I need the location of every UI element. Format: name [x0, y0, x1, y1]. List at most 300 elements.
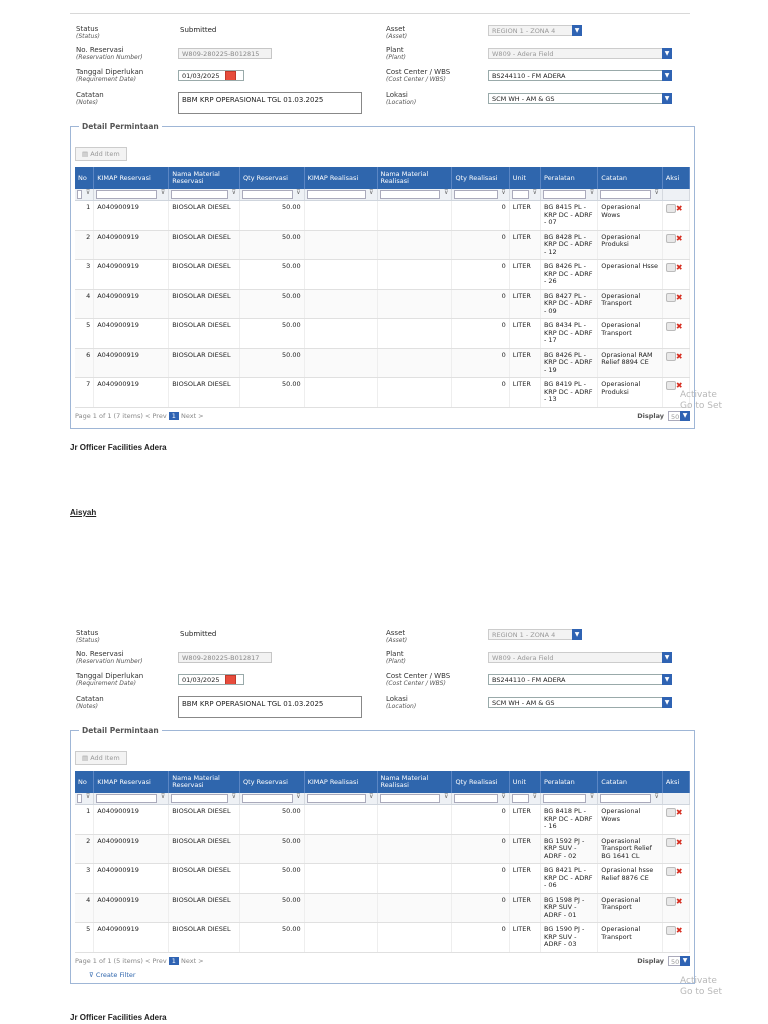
- filter-input[interactable]: [454, 190, 497, 199]
- cell-qty: 50.00: [240, 378, 305, 408]
- filter-cell: [75, 793, 94, 805]
- asset-select[interactable]: REGION 1 - ZONA 4 ▼: [488, 25, 582, 36]
- cell-catatan: Operasional Transport Relief BG 1641 CL: [598, 834, 663, 864]
- filter-cell: [240, 189, 305, 201]
- page-size-select[interactable]: 50 ▼: [668, 411, 690, 421]
- filter-cell: [304, 189, 377, 201]
- cell-catatan: Operasional Transport: [598, 319, 663, 349]
- delete-icon[interactable]: ✖: [675, 292, 683, 302]
- column-header[interactable]: Qty Realisasi: [452, 771, 509, 793]
- cell-catatan: Operasional Wows: [598, 201, 663, 231]
- table-row: [75, 893, 690, 923]
- requirement-date-label: Tanggal Diperlukan (Requirement Date): [76, 68, 144, 83]
- cell-qty: 50.00: [240, 923, 305, 953]
- cell-unit: LITER: [509, 230, 540, 260]
- filter-cell: [169, 793, 240, 805]
- table-row: [75, 230, 690, 260]
- cell-kimap: A040900919: [94, 289, 169, 319]
- cell-nama: BIOSOLAR DIESEL: [169, 834, 240, 864]
- cell-nama: BIOSOLAR DIESEL: [169, 378, 240, 408]
- cell-nama-r: [377, 834, 452, 864]
- cell-catatan: Operasional Produksi: [598, 230, 663, 260]
- table-row: [75, 864, 690, 894]
- cell-qty-r: 0: [452, 319, 509, 349]
- filter-input[interactable]: [242, 794, 293, 803]
- row-actions: [662, 834, 689, 864]
- edit-icon[interactable]: [666, 808, 676, 817]
- cell-kimap: A040900919: [94, 230, 169, 260]
- pager-summary: Page 1 of 1 (5 items): [75, 956, 143, 965]
- column-header[interactable]: KIMAP Reservasi: [94, 771, 169, 793]
- reservation-number-label: No. Reservasi (Reservation Number): [76, 46, 143, 61]
- cell-no: 2: [75, 834, 94, 864]
- delete-icon[interactable]: ✖: [675, 321, 683, 331]
- reservation-number-field[interactable]: W809-280225-B012815: [178, 48, 272, 59]
- table-row: [75, 201, 690, 231]
- cell-nama: BIOSOLAR DIESEL: [169, 348, 240, 378]
- column-header[interactable]: Peralatan: [541, 167, 598, 189]
- column-header[interactable]: Qty Reservasi: [240, 771, 305, 793]
- pager-summary: Page 1 of 1 (7 items): [75, 411, 143, 420]
- prev-page-link[interactable]: < Prev: [144, 956, 167, 965]
- display-control: Display 50 ▼: [637, 953, 690, 969]
- cell-peralatan: BG 8434 PL - KRP DC - ADRF - 17: [541, 319, 598, 349]
- reservation-screenshot-2: [70, 626, 695, 984]
- row-actions: [662, 864, 689, 894]
- delete-icon[interactable]: ✖: [675, 262, 683, 272]
- delete-icon[interactable]: ✖: [675, 380, 683, 390]
- edit-icon[interactable]: [666, 204, 676, 213]
- column-header[interactable]: Unit: [509, 167, 540, 189]
- cell-qty-r: 0: [452, 289, 509, 319]
- pager: [75, 953, 690, 969]
- display-control: Display 50 ▼: [637, 408, 690, 424]
- cell-nama: BIOSOLAR DIESEL: [169, 805, 240, 835]
- cell-catatan: Operasional Wows: [598, 805, 663, 835]
- cell-nama-r: [377, 864, 452, 894]
- current-page[interactable]: 1: [169, 957, 179, 965]
- cell-kimap: A040900919: [94, 834, 169, 864]
- cell-qty-r: 0: [452, 230, 509, 260]
- filter-cell: [94, 189, 169, 201]
- table-row: [75, 805, 690, 835]
- cell-kimap-r: [304, 864, 377, 894]
- filter-input[interactable]: [96, 794, 157, 803]
- prev-page-link[interactable]: < Prev: [144, 411, 167, 420]
- status-label: Status (Status): [76, 25, 100, 40]
- column-header[interactable]: Qty Realisasi: [452, 167, 509, 189]
- cell-kimap-r: [304, 805, 377, 835]
- cell-peralatan: BG 8415 PL - KRP DC - ADRF - 07: [541, 201, 598, 231]
- edit-icon[interactable]: [666, 838, 676, 847]
- cost-center-select[interactable]: BS244110 - FM ADERA ▼: [488, 674, 672, 685]
- column-header[interactable]: Nama Material Realisasi: [377, 167, 452, 189]
- cell-qty: 50.00: [240, 201, 305, 231]
- cell-kimap: A040900919: [94, 923, 169, 953]
- delete-icon[interactable]: ✖: [675, 837, 683, 847]
- cell-kimap: A040900919: [94, 319, 169, 349]
- detail-permintaan-section: [70, 726, 695, 984]
- cell-peralatan: BG 8428 PL - KRP DC - ADRF - 12: [541, 230, 598, 260]
- cell-nama: BIOSOLAR DIESEL: [169, 230, 240, 260]
- filter-cell: [509, 189, 540, 201]
- filter-input[interactable]: [543, 794, 586, 803]
- table-row: [75, 319, 690, 349]
- row-actions: [662, 348, 689, 378]
- status-value: Submitted: [180, 630, 217, 638]
- filter-cell: [94, 793, 169, 805]
- requirement-date-field[interactable]: 01/03/2025: [178, 674, 244, 685]
- cell-unit: LITER: [509, 378, 540, 408]
- cell-qty: 50.00: [240, 319, 305, 349]
- location-select[interactable]: SCM WH - AM & GS ▼: [488, 697, 672, 708]
- cell-kimap: A040900919: [94, 201, 169, 231]
- cell-qty-r: 0: [452, 348, 509, 378]
- cell-unit: LITER: [509, 923, 540, 953]
- current-page[interactable]: 1: [169, 412, 179, 420]
- filter-cell: [662, 793, 689, 805]
- edit-icon[interactable]: [666, 322, 676, 331]
- column-header[interactable]: No: [75, 167, 94, 189]
- cell-kimap-r: [304, 834, 377, 864]
- column-header[interactable]: Qty Reservasi: [240, 167, 305, 189]
- reservation-form: [70, 22, 695, 122]
- filter-input[interactable]: [171, 190, 228, 199]
- cell-nama-r: [377, 230, 452, 260]
- filter-cell: [541, 189, 598, 201]
- cell-no: 5: [75, 923, 94, 953]
- filter-cell: [377, 793, 452, 805]
- cell-nama-r: [377, 893, 452, 923]
- cell-qty: 50.00: [240, 260, 305, 290]
- filter-cell: [304, 793, 377, 805]
- cell-unit: LITER: [509, 864, 540, 894]
- filter-input[interactable]: [600, 794, 651, 803]
- cell-catatan: Operasional Hsse: [598, 260, 663, 290]
- column-header[interactable]: Nama Material Reservasi: [169, 771, 240, 793]
- cell-catatan: Operasional Transport: [598, 923, 663, 953]
- edit-icon[interactable]: [666, 381, 676, 390]
- plant-label: Plant (Plant): [386, 650, 406, 665]
- cell-kimap: A040900919: [94, 864, 169, 894]
- signature-caption-2: Jr Officer Facilities Adera: [70, 1013, 167, 1022]
- reservation-number-label: No. Reservasi (Reservation Number): [76, 650, 143, 665]
- detail-permintaan-section: [70, 122, 695, 429]
- windows-watermark-1: Activate Go to Set: [680, 390, 723, 411]
- edit-icon[interactable]: [666, 293, 676, 302]
- cell-unit: LITER: [509, 348, 540, 378]
- edit-icon[interactable]: [666, 926, 676, 935]
- filter-input[interactable]: [543, 190, 586, 199]
- status-value: Submitted: [180, 26, 217, 34]
- notes-label: Catatan (Notes): [76, 91, 104, 106]
- cell-kimap-r: [304, 319, 377, 349]
- cell-qty: 50.00: [240, 864, 305, 894]
- notes-field[interactable]: BBM KRP OPERASIONAL TGL 01.03.2025: [178, 696, 362, 718]
- cell-nama: BIOSOLAR DIESEL: [169, 893, 240, 923]
- filter-input[interactable]: [380, 794, 441, 803]
- add-item-button[interactable]: ▤ Add Item: [75, 147, 127, 161]
- next-page-link[interactable]: Next >: [180, 411, 204, 420]
- column-header[interactable]: Peralatan: [541, 771, 598, 793]
- filter-input[interactable]: [512, 190, 529, 199]
- filter-cell: [377, 189, 452, 201]
- cell-qty: 50.00: [240, 893, 305, 923]
- pager: [75, 408, 690, 424]
- filter-input[interactable]: [600, 190, 651, 199]
- reservation-screenshot-1: [70, 22, 695, 429]
- cell-kimap-r: [304, 348, 377, 378]
- cell-qty: 50.00: [240, 289, 305, 319]
- filter-input[interactable]: [77, 190, 82, 199]
- cell-nama-r: [377, 378, 452, 408]
- asset-label: Asset (Asset): [386, 25, 408, 40]
- notes-field[interactable]: BBM KRP OPERASIONAL TGL 01.03.2025: [178, 92, 362, 114]
- windows-watermark-2: Activate Go to Set: [680, 976, 723, 997]
- delete-icon[interactable]: ✖: [675, 351, 683, 361]
- row-actions: [662, 260, 689, 290]
- filter-cell: [452, 793, 509, 805]
- cell-kimap-r: [304, 893, 377, 923]
- delete-icon[interactable]: ✖: [675, 807, 683, 817]
- cell-no: 4: [75, 289, 94, 319]
- requirement-date-field[interactable]: 01/03/2025: [178, 70, 244, 81]
- location-label: Lokasi (Location): [386, 91, 417, 106]
- edit-icon[interactable]: [666, 234, 676, 243]
- cell-no: 3: [75, 864, 94, 894]
- filter-input[interactable]: [171, 794, 228, 803]
- cell-kimap: A040900919: [94, 805, 169, 835]
- table-row: [75, 348, 690, 378]
- cell-unit: LITER: [509, 893, 540, 923]
- filter-cell: [541, 793, 598, 805]
- filter-input[interactable]: [77, 794, 82, 803]
- filter-cell: [240, 793, 305, 805]
- cell-peralatan: BG 1592 PJ - KRP SUV - ADRF - 02: [541, 834, 598, 864]
- filter-input[interactable]: [307, 190, 366, 199]
- plant-label: Plant (Plant): [386, 46, 406, 61]
- delete-icon[interactable]: ✖: [675, 203, 683, 213]
- cell-peralatan: BG 8418 PL - KRP DC - ADRF - 16: [541, 805, 598, 835]
- cost-center-label: Cost Center / WBS (Cost Center / WBS): [386, 672, 451, 687]
- detail-table: [75, 771, 690, 953]
- column-header[interactable]: KIMAP Realisasi: [304, 771, 377, 793]
- cell-kimap: A040900919: [94, 893, 169, 923]
- plant-select[interactable]: W809 - Adera Field ▼: [488, 652, 672, 663]
- notes-label: Catatan (Notes): [76, 695, 104, 710]
- asset-label: Asset (Asset): [386, 629, 408, 644]
- cell-kimap-r: [304, 378, 377, 408]
- delete-icon[interactable]: ✖: [675, 233, 683, 243]
- calendar-icon[interactable]: [225, 675, 236, 685]
- reservation-number-field[interactable]: W809-280225-B012817: [178, 652, 272, 663]
- filter-cell: [598, 793, 663, 805]
- cell-kimap-r: [304, 923, 377, 953]
- cell-kimap: A040900919: [94, 348, 169, 378]
- filter-cell: [509, 793, 540, 805]
- page-size-select[interactable]: 50 ▼: [668, 956, 690, 966]
- edit-icon[interactable]: [666, 352, 676, 361]
- location-select[interactable]: SCM WH - AM & GS ▼: [488, 93, 672, 104]
- cell-no: 2: [75, 230, 94, 260]
- edit-icon[interactable]: [666, 867, 676, 876]
- column-header[interactable]: Unit: [509, 771, 540, 793]
- create-filter-link[interactable]: ⊽ Create Filter: [89, 970, 136, 979]
- cell-nama: BIOSOLAR DIESEL: [169, 201, 240, 231]
- cell-qty: 50.00: [240, 230, 305, 260]
- cell-qty-r: 0: [452, 201, 509, 231]
- section-title: Detail Permintaan: [79, 122, 162, 131]
- cell-qty-r: 0: [452, 834, 509, 864]
- asset-select[interactable]: REGION 1 - ZONA 4 ▼: [488, 629, 582, 640]
- delete-icon[interactable]: ✖: [675, 896, 683, 906]
- location-label: Lokasi (Location): [386, 695, 417, 710]
- cell-kimap: A040900919: [94, 260, 169, 290]
- detail-table: [75, 167, 690, 408]
- filter-cell: [598, 189, 663, 201]
- cell-unit: LITER: [509, 289, 540, 319]
- cell-unit: LITER: [509, 260, 540, 290]
- reservation-form: [70, 626, 695, 726]
- cell-qty-r: 0: [452, 378, 509, 408]
- column-header[interactable]: Nama Material Realisasi: [377, 771, 452, 793]
- cell-qty-r: 0: [452, 864, 509, 894]
- filter-cell: [75, 189, 94, 201]
- filter-input[interactable]: [454, 794, 497, 803]
- cell-no: 3: [75, 260, 94, 290]
- cell-nama-r: [377, 289, 452, 319]
- row-actions: [662, 893, 689, 923]
- cell-nama: BIOSOLAR DIESEL: [169, 923, 240, 953]
- table-row: [75, 378, 690, 408]
- filter-input[interactable]: [307, 794, 366, 803]
- table-row: [75, 834, 690, 864]
- cell-qty: 50.00: [240, 834, 305, 864]
- section-title: Detail Permintaan: [79, 726, 162, 735]
- column-header[interactable]: No: [75, 771, 94, 793]
- plant-select[interactable]: W809 - Adera Field ▼: [488, 48, 672, 59]
- filter-input[interactable]: [512, 794, 529, 803]
- cell-unit: LITER: [509, 201, 540, 231]
- chevron-down-icon: ▼: [662, 652, 672, 663]
- cell-nama: BIOSOLAR DIESEL: [169, 260, 240, 290]
- cell-nama-r: [377, 805, 452, 835]
- chevron-down-icon: ▼: [662, 70, 672, 81]
- cell-unit: LITER: [509, 834, 540, 864]
- cost-center-label: Cost Center / WBS (Cost Center / WBS): [386, 68, 451, 83]
- cell-nama: BIOSOLAR DIESEL: [169, 289, 240, 319]
- chevron-down-icon: ▼: [662, 697, 672, 708]
- cell-unit: LITER: [509, 805, 540, 835]
- filter-input[interactable]: [380, 190, 441, 199]
- cell-nama-r: [377, 201, 452, 231]
- filter-cell: [169, 189, 240, 201]
- signature-caption-1: Jr Officer Facilities Adera: [70, 443, 167, 452]
- column-header[interactable]: KIMAP Reservasi: [94, 167, 169, 189]
- chevron-down-icon: ▼: [680, 956, 690, 966]
- chevron-down-icon: ▼: [662, 674, 672, 685]
- cell-qty: 50.00: [240, 348, 305, 378]
- row-actions: [662, 805, 689, 835]
- cell-kimap-r: [304, 289, 377, 319]
- cell-qty-r: 0: [452, 893, 509, 923]
- cell-catatan: Operasional Transport: [598, 893, 663, 923]
- cell-catatan: Operasional Produksi: [598, 378, 663, 408]
- cell-peralatan: BG 8419 PL - KRP DC - ADRF - 13: [541, 378, 598, 408]
- cell-catatan: Operasional Transport: [598, 289, 663, 319]
- column-header[interactable]: KIMAP Realisasi: [304, 167, 377, 189]
- signer-name: Aisyah: [70, 508, 97, 517]
- cell-qty-r: 0: [452, 805, 509, 835]
- cell-nama: BIOSOLAR DIESEL: [169, 864, 240, 894]
- next-page-link[interactable]: Next >: [180, 956, 204, 965]
- cell-peralatan: BG 8426 PL - KRP DC - ADRF - 19: [541, 348, 598, 378]
- top-divider: [70, 13, 690, 14]
- cell-no: 1: [75, 805, 94, 835]
- delete-icon[interactable]: ✖: [675, 866, 683, 876]
- filter-cell: [452, 189, 509, 201]
- cell-peralatan: BG 8427 PL - KRP DC - ADRF - 09: [541, 289, 598, 319]
- row-actions: [662, 201, 689, 231]
- cell-nama-r: [377, 260, 452, 290]
- column-header[interactable]: Nama Material Reservasi: [169, 167, 240, 189]
- column-header[interactable]: Aksi: [662, 167, 689, 189]
- cost-center-select[interactable]: BS244110 - FM ADERA ▼: [488, 70, 672, 81]
- cell-peralatan: BG 1598 PJ - KRP SUV - ADRF - 01: [541, 893, 598, 923]
- add-item-button[interactable]: ▤ Add Item: [75, 751, 127, 765]
- delete-icon[interactable]: ✖: [675, 925, 683, 935]
- cell-no: 7: [75, 378, 94, 408]
- row-actions: [662, 230, 689, 260]
- chevron-down-icon: ▼: [572, 629, 582, 640]
- chevron-down-icon: ▼: [680, 411, 690, 421]
- cell-peralatan: BG 8426 PL - KRP DC - ADRF - 26: [541, 260, 598, 290]
- edit-icon[interactable]: [666, 897, 676, 906]
- row-actions: [662, 319, 689, 349]
- cell-nama-r: [377, 923, 452, 953]
- add-icon: ▤: [82, 754, 91, 762]
- cell-kimap-r: [304, 230, 377, 260]
- calendar-icon[interactable]: [225, 71, 236, 81]
- cell-no: 1: [75, 201, 94, 231]
- column-header[interactable]: Catatan: [598, 167, 663, 189]
- filter-input[interactable]: [242, 190, 293, 199]
- table-row: [75, 289, 690, 319]
- table-row: [75, 923, 690, 953]
- cell-catatan: Oprasional hsse Relief 8876 CE: [598, 864, 663, 894]
- cell-qty-r: 0: [452, 260, 509, 290]
- cell-no: 5: [75, 319, 94, 349]
- cell-catatan: Oprasional RAM Relief 8894 CE: [598, 348, 663, 378]
- status-label: Status (Status): [76, 629, 100, 644]
- filter-input[interactable]: [96, 190, 157, 199]
- cell-kimap: A040900919: [94, 378, 169, 408]
- row-actions: [662, 923, 689, 953]
- cell-kimap-r: [304, 201, 377, 231]
- chevron-down-icon: ▼: [662, 93, 672, 104]
- column-header[interactable]: Aksi: [662, 771, 689, 793]
- edit-icon[interactable]: [666, 263, 676, 272]
- cell-kimap-r: [304, 260, 377, 290]
- chevron-down-icon: ▼: [572, 25, 582, 36]
- cell-no: 6: [75, 348, 94, 378]
- cell-peralatan: BG 8421 PL - KRP DC - ADRF - 06: [541, 864, 598, 894]
- requirement-date-label: Tanggal Diperlukan (Requirement Date): [76, 672, 144, 687]
- table-row: [75, 260, 690, 290]
- column-header[interactable]: Catatan: [598, 771, 663, 793]
- cell-unit: LITER: [509, 319, 540, 349]
- row-actions: [662, 289, 689, 319]
